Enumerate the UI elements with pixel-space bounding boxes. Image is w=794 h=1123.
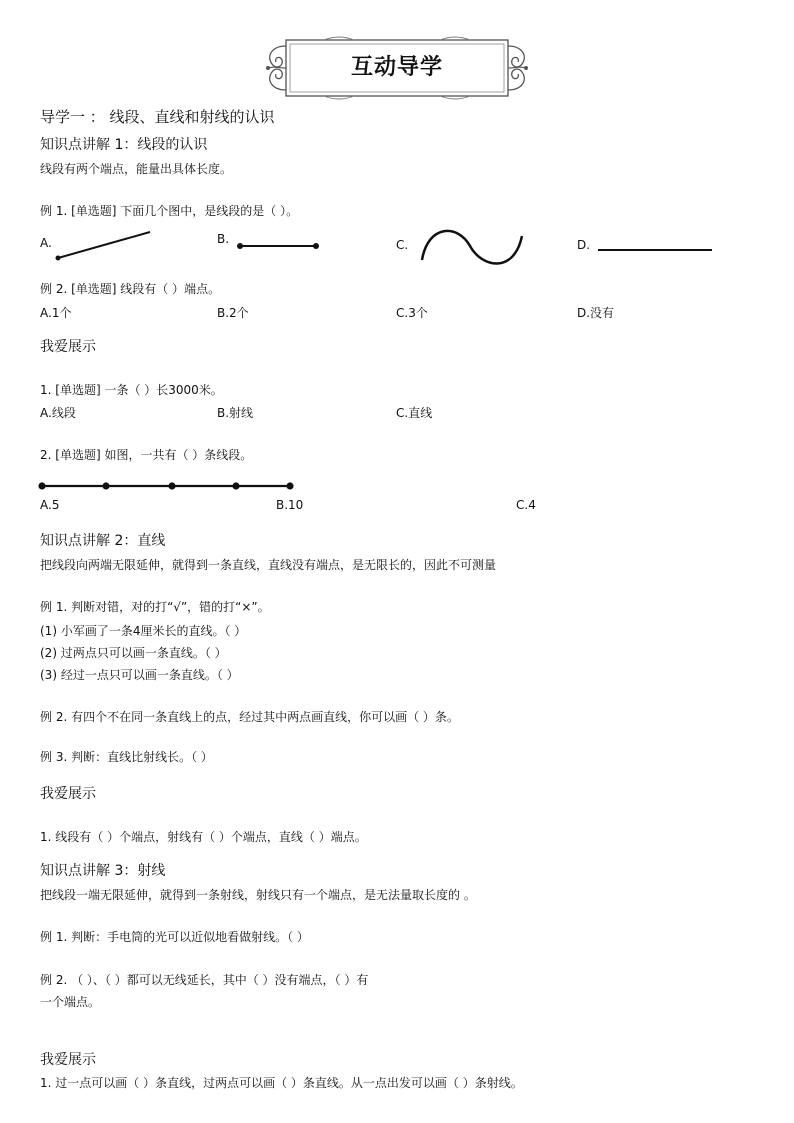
kp2-ex3: 例 3. 判断：直线比射线长。（ ）: [40, 750, 213, 764]
kp3-ex1: 例 1. 判断：手电筒的光可以近似地看做射线。（ ）: [40, 930, 309, 944]
kp2-ex1-item-3: (3) 经过一点只可以画一条直线。（ ）: [40, 668, 239, 682]
section-heading: 导学一 ： 线段、直线和射线的认识: [40, 108, 275, 126]
show2-title: 我爱展示: [40, 786, 96, 802]
ex2-question: 例 2. [单选题] 线段有（ ）端点。: [40, 282, 221, 296]
show1-q2-option-b: B.10: [276, 498, 304, 512]
ex2-option-d: D.没有: [577, 306, 615, 320]
ex1-figure-a-line-segment: [54, 228, 154, 268]
ex2-option-c: C.3个: [396, 306, 428, 320]
show2-q1: 1. 线段有（ ）个端点，射线有（ ）个端点，直线（ ）端点。: [40, 830, 367, 844]
ex1-option-a-label: A.: [40, 236, 52, 250]
kp3-text: 把线段一端无限延伸，就得到一条射线，射线只有一个端点，是无法量取长度的 。: [40, 888, 476, 902]
kp3-ex2-line1: 例 2. （ ）、（ ）都可以无线延长，其中（ ）没有端点，（ ）有: [40, 973, 369, 987]
show3-q1: 1. 过一点可以画（ ）条直线，过两点可以画（ ）条直线。从一点出发可以画（ ）条射线。: [40, 1076, 523, 1090]
kp2-title: 知识点讲解 2：直线: [40, 533, 166, 549]
ex1-figure-d-line: [596, 245, 716, 255]
show1-q2-option-c: C.4: [516, 498, 536, 512]
ex1-option-c-label: C.: [396, 238, 409, 252]
kp3-title: 知识点讲解 3：射线: [40, 863, 166, 879]
show1-q2: 2. [单选题] 如图，一共有（ ）条线段。: [40, 448, 253, 462]
kp2-text: 把线段向两端无限延伸，就得到一条直线，直线没有端点，是无限长的，因此不可测量: [40, 558, 497, 572]
show1-q1-option-a: A.线段: [40, 406, 76, 420]
kp3-ex2-line2: 一个端点。: [40, 995, 101, 1009]
ex1-figure-b-segment: [236, 240, 326, 252]
show1-q2-figure-points-line: [36, 479, 296, 493]
show1-q1: 1. [单选题] 一条（ ）长3000米。: [40, 383, 223, 397]
kp2-ex1-item-1: (1) 小军画了一条4厘米长的直线。（ ）: [40, 624, 247, 638]
ex2-option-a: A.1个: [40, 306, 72, 320]
kp1-text: 线段有两个端点，能量出具体长度。: [40, 162, 233, 176]
show1-q2-option-a: A.5: [40, 498, 60, 512]
ex1-option-b-label: B.: [217, 232, 230, 246]
show1-q1-option-b: B.射线: [217, 406, 254, 420]
banner-title: 互动导学: [350, 54, 443, 80]
ex2-option-b: B.2个: [217, 306, 249, 320]
show1-title: 我爱展示: [40, 339, 96, 355]
show3-title: 我爱展示: [40, 1052, 96, 1068]
kp1-title: 知识点讲解 1：线段的认识: [40, 137, 208, 153]
ex1-figure-c-curve: [418, 224, 528, 272]
ex1-question: 例 1. [单选题] 下面几个图中，是线段的是（ ）。: [40, 204, 299, 218]
show1-q1-option-c: C.直线: [396, 406, 433, 420]
kp2-ex1-item-2: (2) 过两点只可以画一条直线。（ ）: [40, 646, 227, 660]
ex1-option-d-label: D.: [577, 238, 591, 252]
title-banner: [264, 36, 530, 100]
kp2-ex1-question: 例 1. 判断对错，对的打“√”，错的打“×”。: [40, 600, 270, 614]
kp2-ex2: 例 2. 有四个不在同一条直线上的点，经过其中两点画直线，你可以画（ ）条。: [40, 710, 459, 724]
